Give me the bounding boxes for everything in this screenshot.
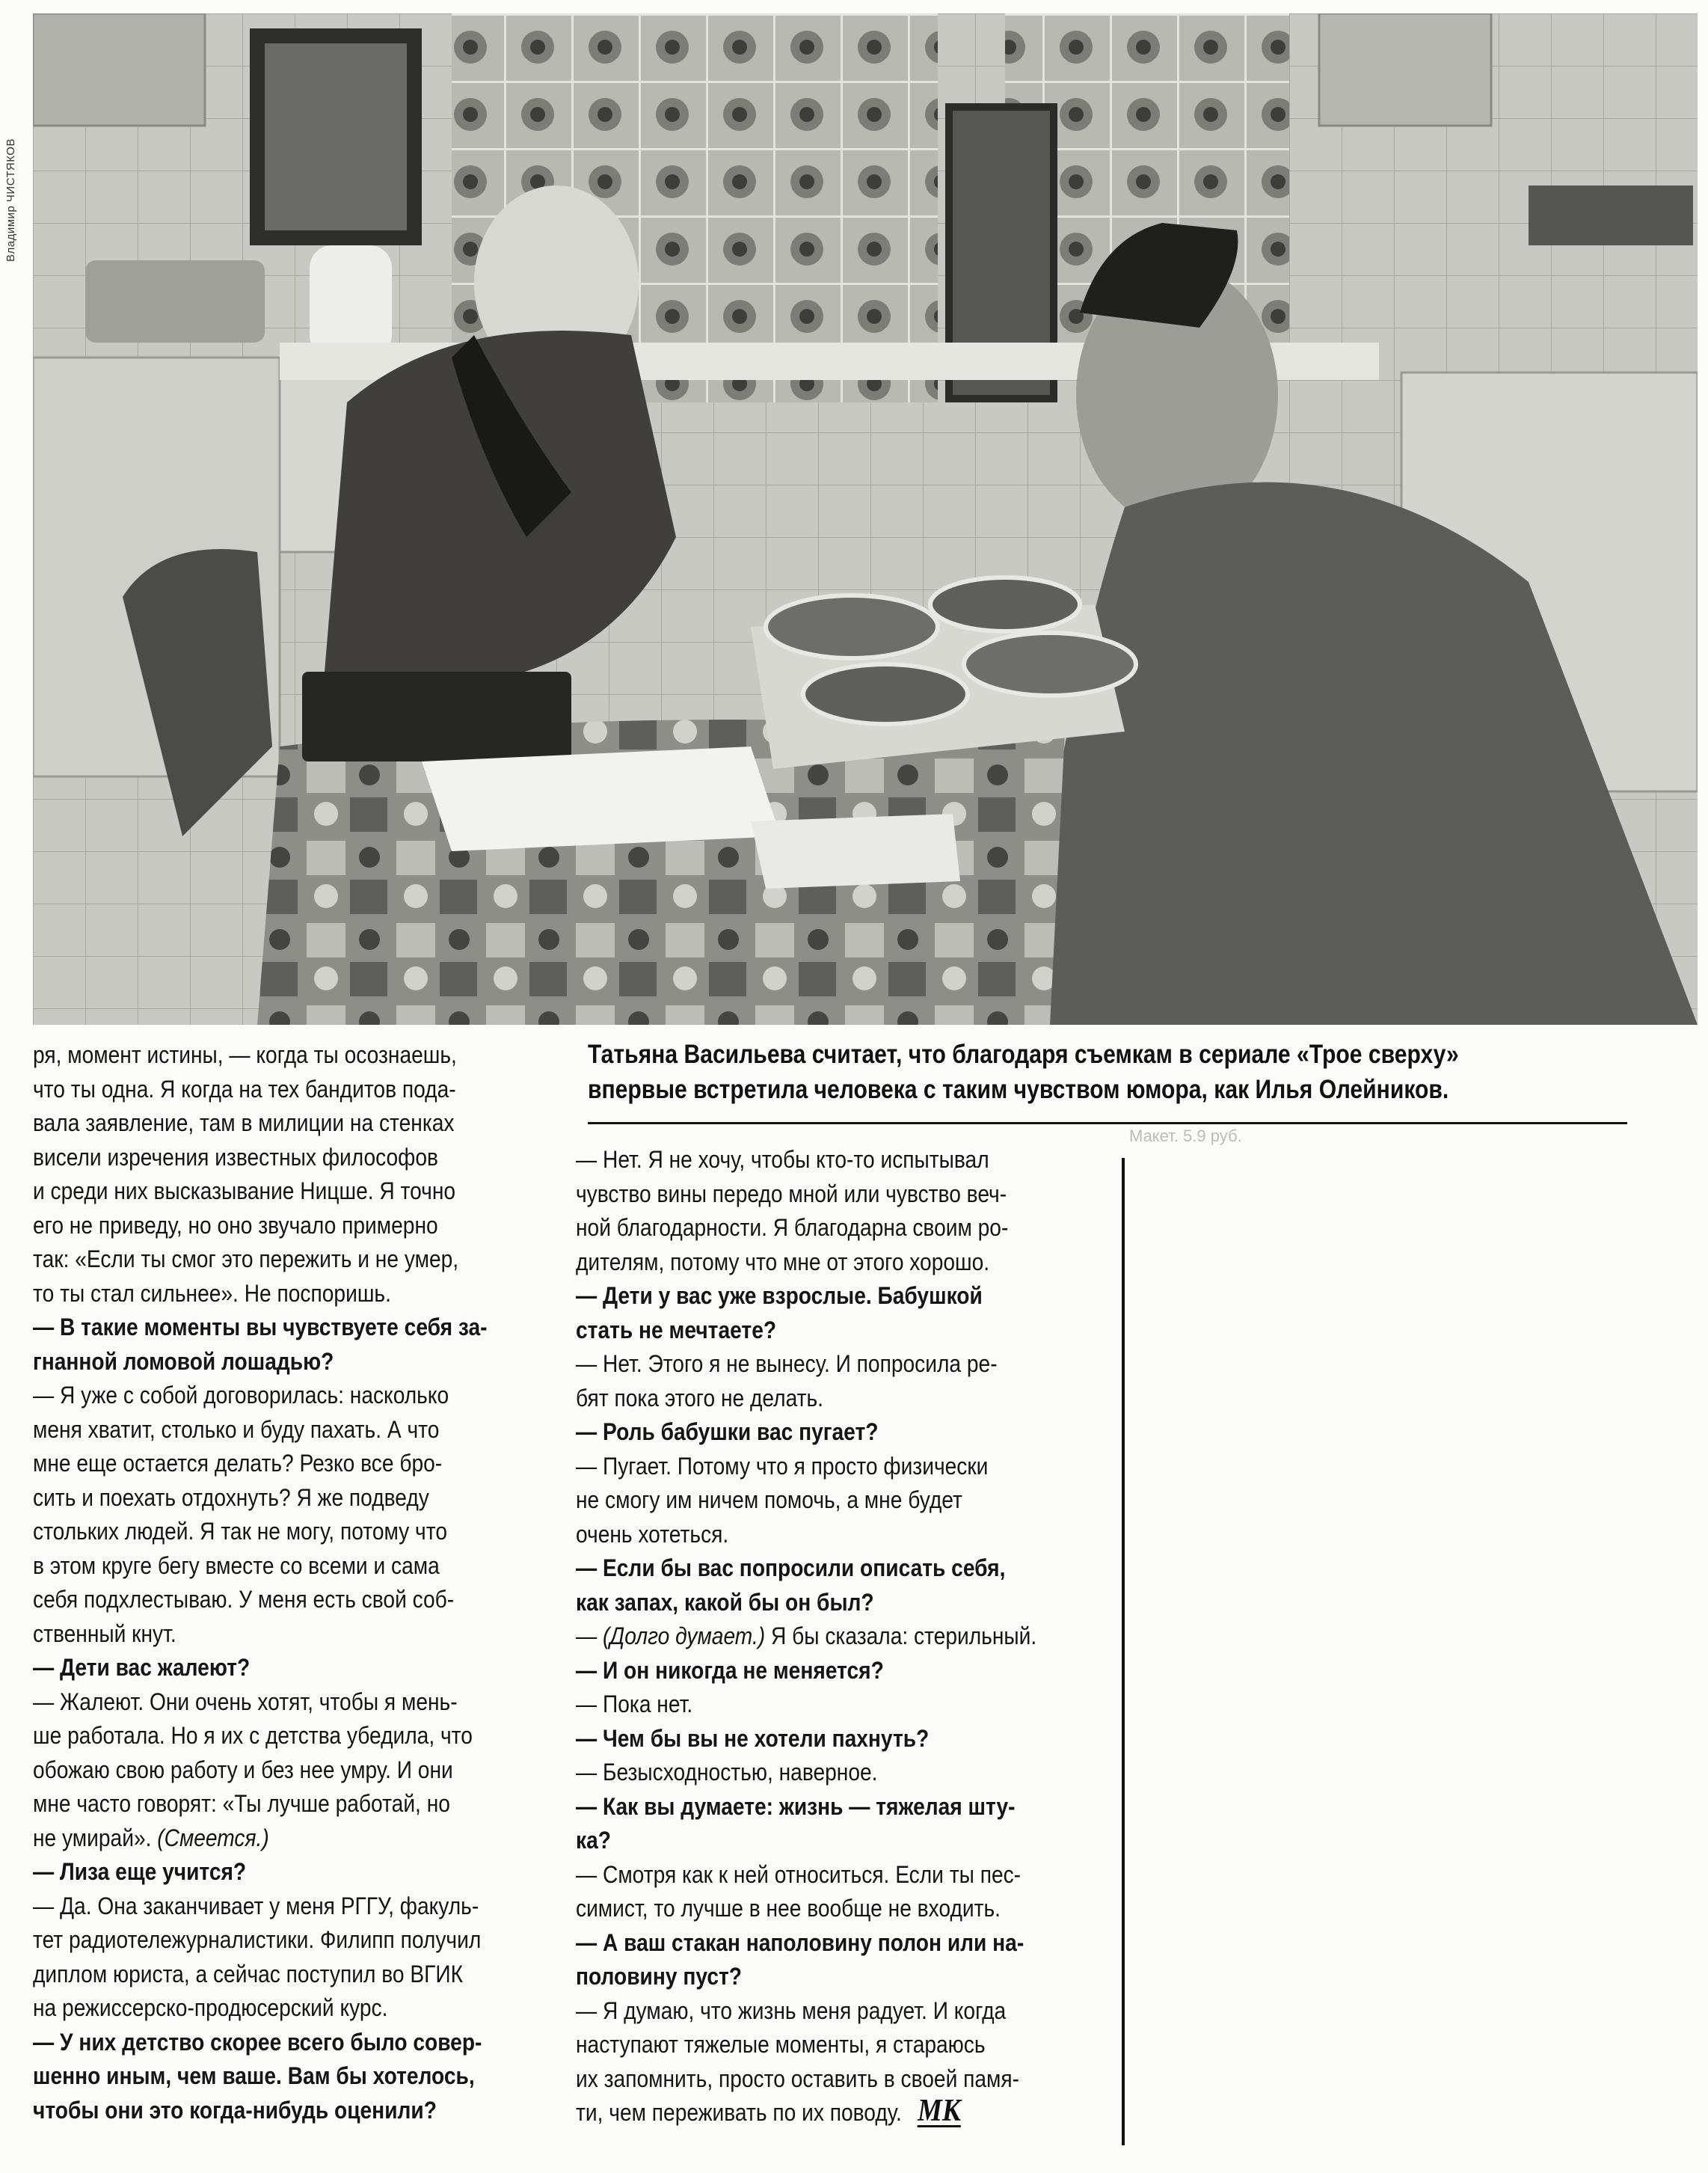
line-text: — Чем бы вы не хотели пахнуть?: [576, 1724, 930, 1752]
interview-answer-line: [33, 1958, 488, 1992]
line-text: чувство вины передо мной или чувство веч-: [576, 1180, 1007, 1207]
interview-answer-line: [576, 1211, 1036, 1245]
line-text: наступают тяжелые моменты, я стараюсь: [576, 2031, 986, 2058]
line-text: диплом юриста, а сейчас поступил во ВГИК: [33, 1960, 463, 1987]
line-text: стать не мечтаете?: [576, 1316, 777, 1343]
line-text: стольких людей. Я так не могу, потому что: [33, 1518, 447, 1545]
line-text: — Пугает. Потому что я просто физически: [576, 1452, 989, 1480]
interview-question-line: [576, 1926, 1036, 1961]
interview-answer-line: [576, 1619, 1036, 1654]
interview-question-line: [576, 1654, 1036, 1688]
line-text: сить и поехать отдохнуть? Я же подведу: [33, 1483, 429, 1511]
line-text: — Я думаю, что жизнь меня радует. И когда: [576, 1996, 1007, 2024]
line-text: — Да. Она заканчивает у меня РГГУ, факуль-: [33, 1892, 479, 1919]
interview-answer-line: [33, 1719, 488, 1753]
column-rule: [1122, 1158, 1125, 2145]
line-text: гнанной ломовой лошадью?: [33, 1347, 334, 1375]
interview-answer-line: [576, 1688, 1036, 1722]
interview-answer-line: [33, 1617, 488, 1652]
interview-answer-line: [33, 1991, 488, 2026]
interview-answer-line: [33, 1242, 488, 1277]
interview-answer-line: [33, 1923, 488, 1958]
line-text: — Безысходностью, наверное.: [576, 1759, 878, 1786]
line-text: то ты стал сильнее». Не поспоришь.: [33, 1279, 391, 1307]
interview-question-line: [33, 1651, 488, 1685]
line-text: себя подхлестываю. У меня есть свой соб-: [33, 1586, 455, 1613]
interview-answer-line: [576, 1347, 1036, 1382]
interview-answer-line: [33, 1413, 488, 1447]
line-text: тет радиотележурналистики. Филипп получил: [33, 1926, 482, 1953]
interview-answer-line: [33, 1174, 488, 1209]
line-text: обожаю свою работу и без нее умру. И они: [33, 1756, 453, 1783]
line-text: ка?: [576, 1827, 611, 1854]
interview-question-line: [33, 1311, 488, 1345]
interview-question-line: [576, 1824, 1036, 1858]
line-text: ти, чем переживать по их поводу.: [576, 2099, 902, 2126]
interview-question-line: [33, 2094, 488, 2128]
line-text: — Если бы вас попросили описать себя,: [576, 1554, 1006, 1581]
line-text: и среди них высказывание Ницше. Я точно: [33, 1177, 456, 1204]
interview-question-line: [576, 1279, 1036, 1314]
article-column-2: [576, 1143, 1099, 2130]
interview-answer-line: [576, 1143, 1036, 1177]
interview-question-line: [33, 2059, 488, 2094]
line-text: не смогу им ничем помочь, а мне будет: [576, 1486, 962, 1513]
line-text: его не приведу, но оно звучало примерно: [33, 1211, 438, 1239]
interview-answer-line: [576, 1892, 1036, 1926]
line-text: висели изречения известных философов: [33, 1143, 438, 1171]
interview-answer-line: [576, 1382, 1036, 1416]
interview-question-line: [576, 1722, 1036, 1756]
line-text: на режиссерско-продюсерский курс.: [33, 1994, 388, 2021]
interview-answer-line: [33, 1821, 488, 1856]
line-text: бят пока этого не делать.: [576, 1384, 824, 1412]
line-text: ше работала. Но я их с детства убедила, что: [33, 1722, 473, 1749]
line-text: ственный кнут.: [33, 1619, 176, 1647]
line-text: — И он никогда не меняется?: [576, 1656, 884, 1684]
interview-question-line: [576, 1960, 1036, 1994]
line-text: ной благодарности. Я благодарна своим ро-: [576, 1214, 1009, 1241]
line-text: в этом круге бегу вместе со всеми и сама: [33, 1551, 440, 1579]
line-text: шенно иным, чем ваше. Вам бы хотелось,: [33, 2062, 475, 2089]
line-text: — А ваш стакан наполовину полон или на-: [576, 1928, 1025, 1956]
interview-answer-line: [33, 1106, 488, 1141]
line-text: меня хватит, столько и буду пахать. А что: [33, 1415, 440, 1443]
interview-answer-line: [33, 1141, 488, 1175]
line-text: — Роль бабушки вас пугает?: [576, 1418, 879, 1445]
line-text: — Дети у вас уже взрослые. Бабушкой: [576, 1282, 983, 1309]
italic-remark: (Смеется.): [157, 1824, 269, 1851]
interview-answer-line: [33, 1447, 488, 1481]
line-text: вала заявление, там в милиции на стенках: [33, 1109, 455, 1136]
mk-logo: МК: [917, 2094, 961, 2128]
line-text: — Пока нет.: [576, 1691, 693, 1717]
caption-rule: [588, 1122, 1627, 1124]
line-text: половину пуст?: [576, 1963, 742, 1990]
article-photo: [33, 13, 1698, 1025]
interview-answer-line: [576, 2028, 1036, 2062]
interview-answer-line: [33, 1038, 488, 1073]
interview-answer-line: [33, 1073, 488, 1107]
interview-question-line: [33, 1855, 488, 1890]
line-text: так: «Если ты смог это пережить и не умер,: [33, 1245, 459, 1272]
interview-answer-line: [576, 1756, 1036, 1790]
line-text: очень хотеться.: [576, 1520, 729, 1548]
line-text: что ты одна. Я когда на тех бандитов пода-: [33, 1075, 456, 1103]
line-text: — Нет. Этого я не вынесу. И попросила ре-: [576, 1350, 998, 1377]
interview-answer-line: [33, 1481, 488, 1515]
line-text: мне часто говорят: «Ты лучше работай, но: [33, 1790, 450, 1817]
interview-answer-line: [576, 1518, 1036, 1552]
caption-line: Татьяна Васильева считает, что благодаря съемкам в сериале «Трое сверху»: [588, 1040, 1459, 1069]
line-text: — Нет. Я не хочу, чтобы кто-то испытывал: [576, 1146, 989, 1173]
interview-answer-line: [576, 1483, 1036, 1518]
interview-answer-line: [33, 1515, 488, 1549]
line-text: Я бы сказала: стерильный.: [770, 1622, 1037, 1649]
interview-answer-line: [33, 1583, 488, 1617]
line-text: мне еще остается делать? Резко все бро-: [33, 1450, 443, 1477]
interview-answer-line: [33, 1787, 488, 1821]
line-text: — Смотря как к ней относиться. Если ты пес-: [576, 1860, 1022, 1888]
line-text: симист, то лучше в нее вообще не входить.: [576, 1895, 1001, 1922]
interview-question-line: [33, 2026, 488, 2060]
line-text: — Жалеют. Они очень хотят, чтобы я мень-: [33, 1688, 458, 1715]
line-text: — В такие моменты вы чувствуете себя за-: [33, 1314, 488, 1340]
interview-answer-line: [33, 1890, 488, 1924]
interview-answer-line: [33, 1753, 488, 1788]
caption-line: впервые встретила человека с таким чувством юмора, как Илья Олейников.: [588, 1075, 1449, 1104]
interview-answer-line: [576, 1858, 1036, 1892]
line-text: их запомнить, просто оставить в своей памя-: [576, 2065, 1020, 2092]
interview-answer-line: [33, 1277, 488, 1311]
interview-question-line: [576, 1415, 1036, 1450]
line-text: не умирай».: [33, 1824, 152, 1851]
line-text: — У них детство скорее всего было совер-: [33, 2028, 482, 2056]
interview-answer-line: [576, 2096, 1036, 2130]
interview-answer-line: [33, 1549, 488, 1584]
interview-question-line: [576, 1551, 1036, 1586]
interview-question-line: [576, 1790, 1036, 1824]
interview-answer-line: [576, 1450, 1036, 1484]
italic-remark: — (Долго думает.): [576, 1622, 766, 1649]
photo-caption: [588, 1037, 1508, 1107]
interview-question-line: [33, 1345, 488, 1379]
interview-answer-line: [33, 1209, 488, 1243]
interview-answer-line: [576, 1245, 1036, 1280]
interview-answer-line: [33, 1379, 488, 1413]
line-text: — Дети вас жалеют?: [33, 1654, 251, 1681]
article-column-1: [33, 1038, 549, 2127]
line-text: как запах, какой бы он был?: [576, 1588, 874, 1616]
line-text: дителям, потому что мне от этого хорошо.: [576, 1248, 990, 1275]
interview-answer-line: [33, 1685, 488, 1720]
line-text: — Лиза еще учится?: [33, 1858, 247, 1885]
line-text: чтобы они это когда-нибудь оценили?: [33, 2096, 437, 2124]
line-text: ря, момент истины, — когда ты осознаешь,: [33, 1041, 457, 1068]
photo-credit: Владимир ЧИСТЯКОВ: [4, 138, 17, 262]
interview-answer-line: [576, 1994, 1036, 2029]
interview-answer-line: [576, 1177, 1036, 1212]
interview-answer-line: [576, 2062, 1036, 2097]
interview-question-line: [576, 1586, 1036, 1620]
interview-question-line: [576, 1314, 1036, 1348]
line-text: — Как вы думаете: жизнь — тяжелая шту-: [576, 1792, 1016, 1820]
line-text: — Я уже с собой договорилась: насколько: [33, 1382, 449, 1409]
bleed-through-text: Макет. 5.9 руб.: [1129, 1127, 1242, 1145]
